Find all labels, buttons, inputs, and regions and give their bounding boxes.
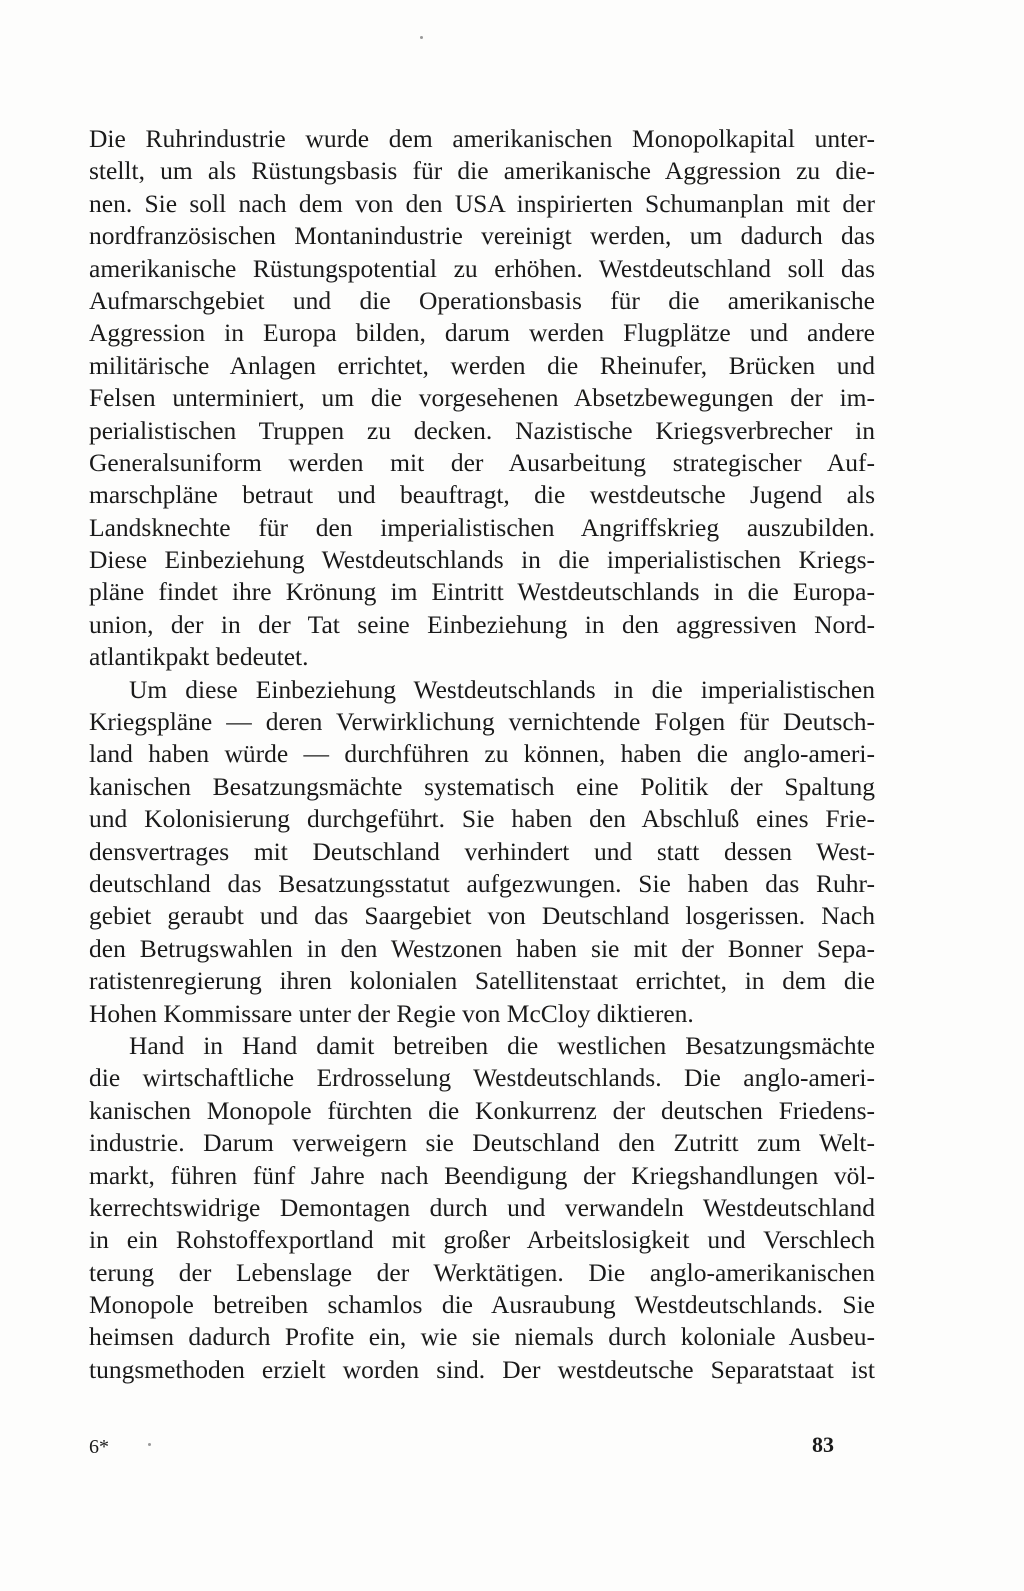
text-line: Diese Einbeziehung Westdeutschlands in die imperialistischen Kriegs-	[89, 545, 875, 575]
text-line: kanischen Monopole fürchten die Konkurrenz der deutschen Friedens-	[89, 1095, 875, 1125]
text-line: pläne findet ihre Krönung im Eintritt Westdeutschlands in die Europa-	[89, 577, 875, 607]
text-line: militärische Anlagen errichtet, werden die Rheinufer, Brücken und	[89, 350, 875, 380]
text-line: Um diese Einbeziehung Westdeutschlands in die imperialistischen	[129, 674, 875, 704]
print-speck	[148, 1443, 151, 1446]
text-line: tungsmethoden erzielt worden sind. Der westdeutsche Separatstaat ist	[89, 1354, 875, 1384]
text-line: Aufmarschgebiet und die Operationsbasis für die amerikanische	[89, 285, 875, 315]
text-line: Monopole betreiben schamlos die Ausraubung Westdeutschlands. Sie	[89, 1290, 875, 1320]
text-line: Landsknechte für den imperialistischen Angriffskrieg auszubilden.	[89, 512, 875, 542]
text-line: perialistischen Truppen zu decken. Nazistische Kriegsverbrecher in	[89, 415, 875, 445]
text-line: die wirtschaftliche Erdrosselung Westdeutschlands. Die anglo-ameri-	[89, 1063, 875, 1093]
text-line: Aggression in Europa bilden, darum werden Flugplätze und andere	[89, 318, 875, 348]
text-line: marschpläne betraut und beauftragt, die westdeutsche Jugend als	[89, 480, 875, 510]
text-line: union, der in der Tat seine Einbeziehung in den aggressiven Nord-	[89, 609, 875, 639]
text-line: deutschland das Besatzungsstatut aufgezwungen. Sie haben das Ruhr-	[89, 868, 875, 898]
print-speck	[420, 36, 423, 39]
signature-mark: 6*	[89, 1436, 109, 1458]
text-line: kerrechtswidrige Demontagen durch und verwandeln Westdeutschland	[89, 1192, 875, 1222]
text-line: in ein Rohstoffexportland mit großer Arbeitslosigkeit und Verschlech	[89, 1225, 875, 1255]
text-line: industrie. Darum verweigern sie Deutschland den Zutritt zum Welt-	[89, 1128, 875, 1158]
text-line: kanischen Besatzungsmächte systematisch eine Politik der Spaltung	[89, 771, 875, 801]
text-line: Hohen Kommissare unter der Regie von McCloy diktieren.	[89, 998, 694, 1028]
text-line: nen. Sie soll nach dem von den USA inspirierten Schumanplan mit der	[89, 188, 875, 218]
text-line: Die Ruhrindustrie wurde dem amerikanischen Monopolkapital unter-	[89, 124, 875, 153]
text-line: land haben würde — durchführen zu können, haben die anglo-ameri-	[89, 739, 875, 769]
text-line: markt, führen fünf Jahre nach Beendigung der Kriegshandlungen völ-	[89, 1160, 875, 1190]
text-line: und Kolonisierung durchgeführt. Sie haben den Abschluß eines Frie-	[89, 804, 875, 834]
text-line: atlantikpakt bedeutet.	[89, 642, 309, 672]
body-text	[89, 123, 875, 1386]
text-line: Felsen unterminiert, um die vorgesehenen Absetzbewegungen der im-	[89, 383, 875, 413]
text-line: terung der Lebenslage der Werktätigen. Die anglo-amerikanischen	[89, 1257, 875, 1287]
text-line: gebiet geraubt und das Saargebiet von Deutschland losgerissen. Nach	[89, 901, 875, 931]
text-line: ratistenregierung ihren kolonialen Satellitenstaat errichtet, in dem die	[89, 966, 875, 996]
text-line: stellt, um als Rüstungsbasis für die amerikanische Aggression zu die-	[89, 156, 875, 186]
page-number: 83	[812, 1432, 834, 1457]
text-line: amerikanische Rüstungspotential zu erhöhen. Westdeutschland soll das	[89, 253, 875, 283]
text-line: densvertrages mit Deutschland verhindert und statt dessen West-	[89, 836, 875, 866]
text-line: nordfranzösischen Montanindustrie vereinigt werden, um dadurch das	[89, 221, 875, 251]
text-line: Generalsuniform werden mit der Ausarbeitung strategischer Auf-	[89, 447, 875, 477]
text-line: den Betrugswahlen in den Westzonen haben sie mit der Bonner Sepa-	[89, 933, 875, 963]
text-line: heimsen dadurch Profite ein, wie sie niemals durch koloniale Ausbeu-	[89, 1322, 875, 1352]
text-line: Kriegspläne — deren Verwirklichung vernichtende Folgen für Deutsch-	[89, 707, 875, 737]
text-line: Hand in Hand damit betreiben die westlichen Besatzungsmächte	[129, 1030, 875, 1060]
